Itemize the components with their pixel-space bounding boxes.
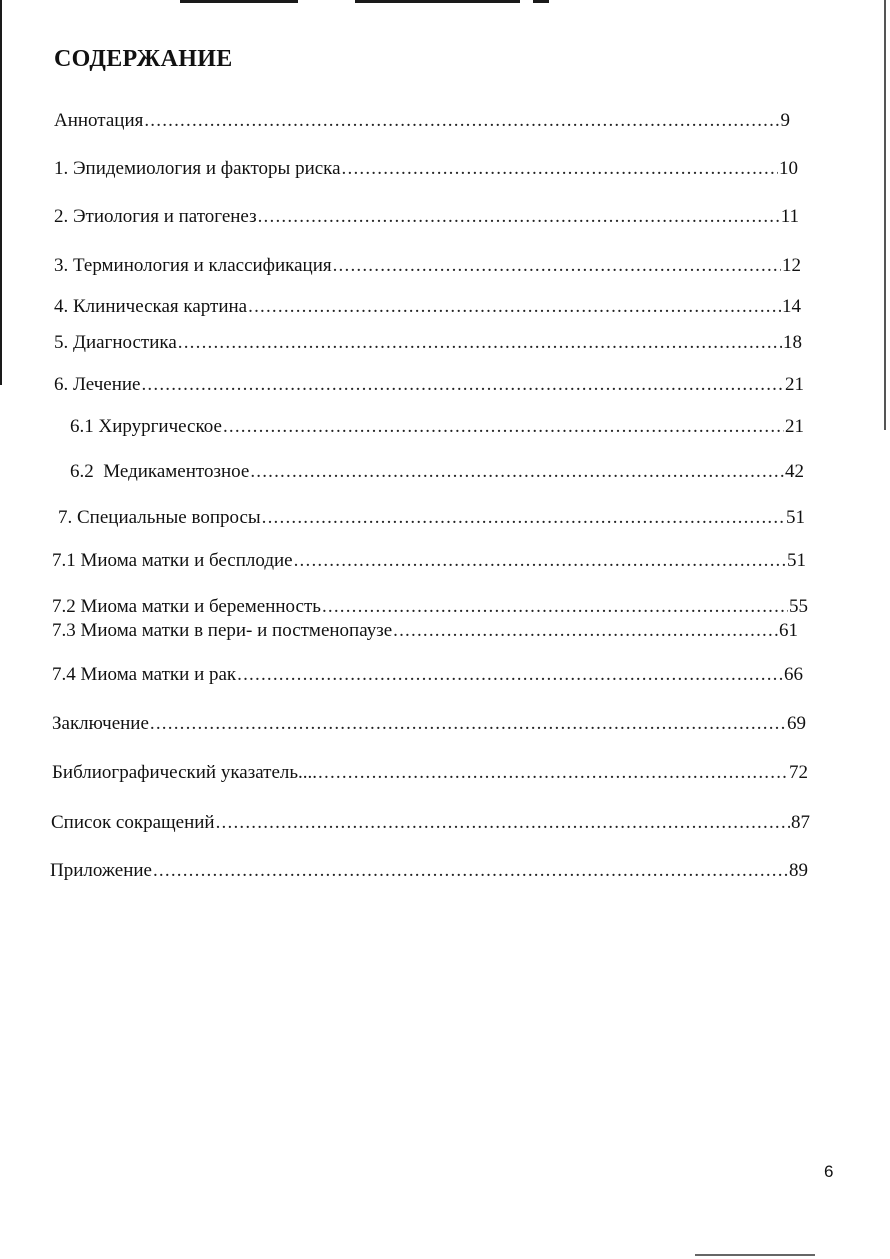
- dot-leader: [150, 713, 786, 735]
- toc-entry-label: 4. Клиническая картина: [54, 296, 248, 317]
- dot-leader: [258, 206, 780, 228]
- toc-entry-page: 10: [779, 158, 798, 179]
- toc-entry: [54, 206, 799, 228]
- toc-entry: [54, 374, 804, 396]
- toc-entry: [70, 416, 804, 438]
- toc-entry-page: 18: [783, 332, 802, 353]
- dot-leader: [237, 664, 783, 686]
- dot-leader: [153, 860, 788, 882]
- dot-leader: [333, 255, 781, 277]
- toc-entry: [54, 332, 802, 354]
- toc-entry-label: 6. Лечение: [54, 374, 141, 395]
- toc-entry: [70, 461, 804, 483]
- dot-leader: [248, 296, 781, 318]
- toc-entry-page: 51: [787, 550, 806, 571]
- toc-entry-label: 7.2 Миома матки и беременность: [52, 596, 321, 617]
- dot-leader: [144, 110, 779, 132]
- dot-leader: [141, 374, 784, 396]
- toc-entry-page: 61: [779, 620, 798, 641]
- toc-entry: [52, 550, 806, 572]
- toc-entry: [54, 255, 801, 277]
- dot-leader: [178, 332, 782, 354]
- toc-title: СОДЕРЖАНИЕ: [54, 46, 233, 72]
- toc-entry-label: 2. Этиология и патогенез: [54, 206, 257, 227]
- scan-artifact-right-edge: [884, 0, 886, 430]
- toc-entry-page: 12: [782, 255, 801, 276]
- scan-artifact-bottom: [695, 1254, 815, 1256]
- toc-entry: [54, 296, 801, 318]
- toc-entry-label: 5. Диагностика: [54, 332, 177, 353]
- toc-entry: [54, 110, 790, 132]
- dot-leader: [342, 158, 778, 180]
- scan-artifact-top: [355, 0, 520, 3]
- dot-leader: [294, 550, 786, 572]
- toc-entry-label: Заключение: [52, 713, 149, 734]
- toc-entry-page: 72: [789, 762, 808, 783]
- toc-entry-label: 7.1 Миома матки и бесплодие: [52, 550, 293, 571]
- toc-entry-label: 6.1 Хирургическое: [70, 416, 222, 437]
- toc-entry-page: 21: [785, 416, 804, 437]
- dot-leader: [393, 620, 778, 642]
- toc-entry-page: 66: [784, 664, 803, 685]
- scan-artifact-left-edge: [0, 0, 2, 385]
- toc-entry-label: 7.4 Миома матки и рак: [52, 664, 237, 685]
- toc-entry-label: 7.3 Миома матки в пери- и постменопаузе: [52, 620, 393, 641]
- toc-entry: [52, 664, 803, 686]
- toc-entry: [51, 812, 810, 834]
- toc-entry-label: 6.2 Медикаментозное: [70, 461, 250, 482]
- toc-entry-page: 69: [787, 713, 806, 734]
- toc-entry-page: 14: [782, 296, 801, 317]
- toc-entry-label: 3. Терминология и классификация: [54, 255, 332, 276]
- dot-leader: [250, 461, 784, 483]
- toc-entry-page: 9: [780, 110, 790, 131]
- toc-entry: [58, 507, 805, 529]
- toc-entry-page: 87: [791, 812, 810, 833]
- dot-leader: [318, 762, 788, 784]
- toc-entry-label: 7. Специальные вопросы: [58, 507, 261, 528]
- dot-leader: [262, 507, 785, 529]
- dot-leader: [223, 416, 784, 438]
- toc-entry-page: 11: [780, 206, 799, 227]
- scan-artifact-top: [533, 0, 549, 3]
- toc-entry-page: 42: [785, 461, 804, 482]
- toc-entry: [52, 596, 808, 618]
- toc-entry-label: Аннотация: [54, 110, 144, 131]
- toc-entry: [54, 158, 798, 180]
- toc-entry-label: Приложение: [50, 860, 152, 881]
- toc-entry-label: 1. Эпидемиология и факторы риска: [54, 158, 341, 179]
- scan-artifact-top: [180, 0, 298, 3]
- toc-entry-page: 21: [785, 374, 804, 395]
- toc-entry: [52, 620, 798, 642]
- toc-entry-label: Список сокращений: [51, 812, 215, 833]
- toc-entry: [52, 762, 808, 784]
- toc-entry-page: 55: [789, 596, 808, 617]
- page-number: 6: [824, 1162, 834, 1181]
- toc-entry-page: 51: [786, 507, 805, 528]
- dot-leader: [216, 812, 790, 834]
- toc-entry: [52, 713, 806, 735]
- dot-leader: [322, 596, 788, 618]
- toc-entry-label: Библиографический указатель....: [52, 762, 318, 783]
- toc-entry-page: 89: [789, 860, 808, 881]
- toc-entry: [50, 860, 808, 882]
